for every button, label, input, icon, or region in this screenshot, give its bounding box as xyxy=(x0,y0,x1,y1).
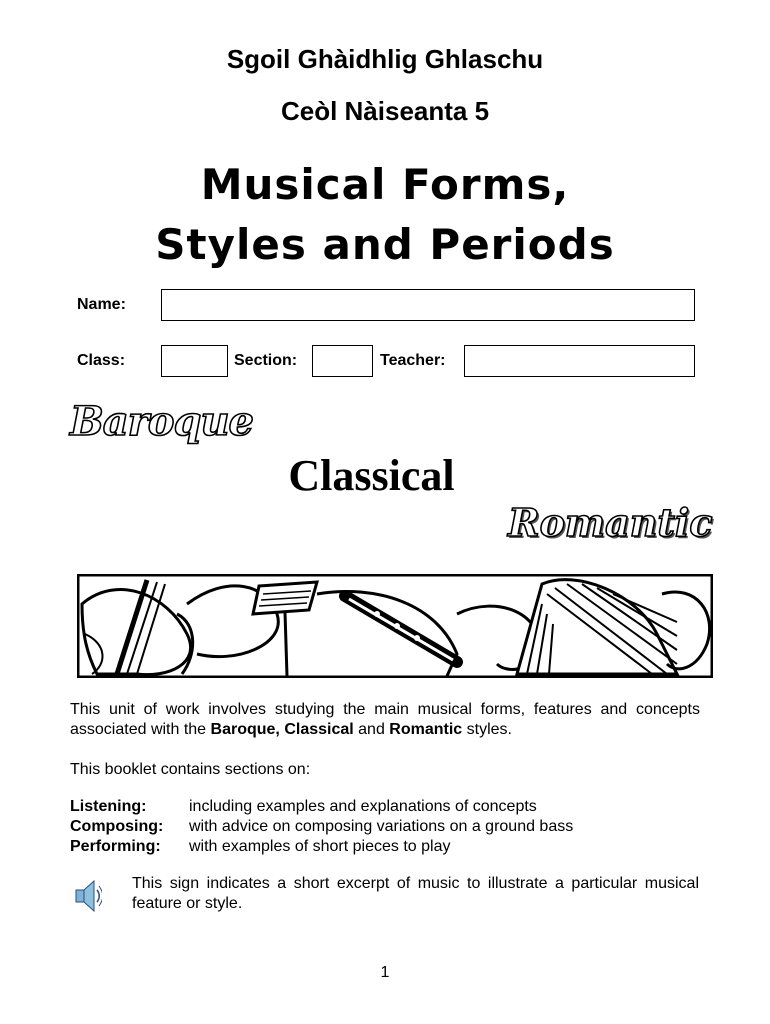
page-title-line-2: Styles and Periods xyxy=(155,220,615,269)
section-row-listening: Listening: including examples and explanations of concepts xyxy=(70,798,537,815)
section-label: Section: xyxy=(234,352,298,369)
section-field[interactable] xyxy=(312,345,373,377)
classical-heading: Classical xyxy=(288,451,455,500)
intro-paragraph: This unit of work involves studying the main musical forms, features and concepts associated with the Baroque, Classical and Romantic styles. xyxy=(70,701,700,738)
teacher-label: Teacher: xyxy=(380,352,446,369)
page-number: 1 xyxy=(380,964,390,981)
baroque-heading: Baroque xyxy=(70,398,253,445)
class-field[interactable] xyxy=(161,345,228,377)
name-field[interactable] xyxy=(161,289,695,321)
instruments-banner xyxy=(77,574,713,678)
class-label: Class: xyxy=(77,352,126,369)
teacher-field[interactable] xyxy=(464,345,695,377)
page-title-line-1: Musical Forms, xyxy=(200,160,570,209)
school-name: Sgoil Ghàidhlig Ghlaschu xyxy=(226,44,544,74)
section-row-performing: Performing: with examples of short pieces to play xyxy=(70,838,451,855)
name-label: Name: xyxy=(77,296,126,313)
romantic-heading: Romantic xyxy=(508,500,713,545)
sign-note: This sign indicates a short excerpt of music to illustrate a particular musical feature or style. xyxy=(132,875,699,912)
section-row-composing: Composing: with advice on composing variations on a ground bass xyxy=(70,818,574,835)
course-name: Ceòl Nàiseanta 5 xyxy=(280,96,490,126)
speaker-icon xyxy=(74,878,102,914)
sections-intro: This booklet contains sections on: xyxy=(70,761,311,778)
